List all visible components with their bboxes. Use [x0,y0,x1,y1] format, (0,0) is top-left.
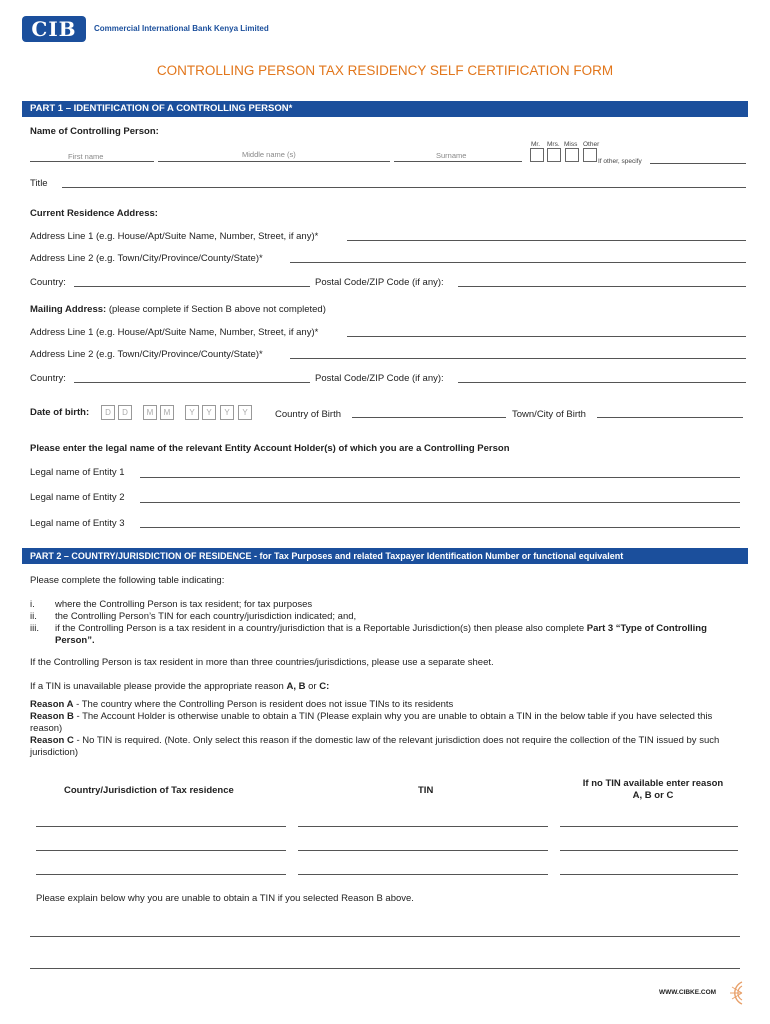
col-reason-header: If no TIN available enter reason A, B or C [582,778,724,801]
miss-label: Miss [564,141,578,148]
col-country-header: Country/Jurisdiction of Tax residence [64,785,234,796]
entity-1-label: Legal name of Entity 1 [30,467,125,478]
title-field[interactable] [62,187,746,188]
surname-field[interactable] [394,161,522,162]
col-tin-header: TIN [418,785,434,796]
town-of-birth-label: Town/City of Birth [512,409,586,420]
tin-reason-or: or [305,681,320,692]
dob-year-3[interactable]: Y [220,405,234,420]
mailing-address-line-2-field[interactable] [290,358,746,359]
name-label: Name of Controlling Person: [30,126,159,137]
miss-checkbox[interactable] [565,148,579,162]
dob-month-1[interactable]: M [143,405,157,420]
postal-code-field[interactable] [458,286,746,287]
tax-row-2-country[interactable] [36,850,286,851]
bank-name: Commercial International Bank Kenya Limited [94,24,269,33]
first-name-field[interactable] [30,161,154,162]
part2-heading: PART 2 – COUNTRY/JURISDICTION OF RESIDENCE - for Tax Purposes and related Taxpayer Identification Number or functional equivalent [22,548,748,564]
town-of-birth-field[interactable] [597,417,743,418]
middle-name-hint: Middle name (s) [242,150,296,159]
mailing-postal-code-label: Postal Code/ZIP Code (if any): [315,373,444,384]
item-iii-bold: Part 3 “Type of Controlling Person”. [55,623,707,646]
mailing-address-label [30,304,326,315]
part1-heading: PART 1 – IDENTIFICATION OF A CONTROLLING PERSON* [22,101,748,117]
dob-label: Date of birth: [30,407,90,418]
surname-hint: Surname [436,151,467,160]
mr-label: Mr. [531,141,541,148]
item-ii-text: the Controlling Person’s TIN for each country/jurisdiction indicated; and, [55,611,357,622]
mrs-label: Mrs. [547,141,560,148]
address-line-1-label: Address Line 1 (e.g. House/Apt/Suite Name, Number, Street, if any)* [30,231,319,242]
tax-row-2-reason[interactable] [560,850,738,851]
mailing-address-title: Mailing Address: [30,304,107,315]
item-ii-num: ii. [30,611,37,622]
mailing-address-line-2-label: Address Line 2 (e.g. Town/City/Province/County/State)* [30,349,263,360]
country-of-birth-field[interactable] [352,417,506,418]
entity-3-label: Legal name of Entity 3 [30,518,125,529]
postal-code-label: Postal Code/ZIP Code (if any): [315,277,444,288]
mailing-country-label: Country: [30,373,66,384]
mailing-country-field[interactable] [74,382,310,383]
item-i-num: i. [30,599,35,610]
logo [22,16,86,42]
footer-emblem-icon [726,980,744,1006]
dob-year-4[interactable]: Y [238,405,252,420]
address-line-1-field[interactable] [347,240,746,241]
address-line-2-label: Address Line 2 (e.g. Town/City/Province/County/State)* [30,253,263,264]
middle-name-field[interactable] [158,161,390,162]
tax-row-2-tin[interactable] [298,850,548,851]
item-i-text: where the Controlling Person is tax resident; for tax purposes [55,599,313,610]
mailing-address-line-1-field[interactable] [347,336,746,337]
mailing-postal-code-field[interactable] [458,382,746,383]
if-other-field[interactable] [650,163,746,164]
reason-c-text: - No TIN is required. (Note. Only select this reason if the domestic law of the relevant jurisdiction does not require the collection of the TIN issued by such jurisdiction) [30,735,720,758]
entity-3-field[interactable] [140,527,740,528]
tin-unavailable-text: If a TIN is unavailable please provide the appropriate reason [30,681,287,692]
logo-text: CIB [31,17,77,41]
reason-b [30,711,730,735]
dob-month-2[interactable]: M [160,405,174,420]
entity-2-field[interactable] [140,502,740,503]
dob-year-2[interactable]: Y [202,405,216,420]
current-address-label: Current Residence Address: [30,208,158,219]
website: WWW.CIBKE.COM [659,989,717,996]
other-label: Other [583,141,600,148]
reason-b-label: Reason B [30,711,74,722]
tin-reason-ab: A, B [286,681,306,692]
dob-day-1[interactable]: D [101,405,115,420]
explain-field-2[interactable] [30,968,740,969]
tax-row-3-country[interactable] [36,874,286,875]
reason-a-text: - The country where the Controlling Person is resident does not issue TINs to its residents [73,699,454,710]
mrs-checkbox[interactable] [547,148,561,162]
explain-reason-b: Please explain below why you are unable to obtain a TIN if you selected Reason B above. [36,893,414,904]
if-other-label: If other, specify [598,158,642,165]
tin-unavailable-note [30,681,329,692]
reason-a [30,699,730,711]
dob-year-1[interactable]: Y [185,405,199,420]
item-iii-num: iii. [30,623,39,634]
tax-row-3-tin[interactable] [298,874,548,875]
mailing-address-note: (please complete if Section B above not completed) [108,304,326,315]
reason-c-label: Reason C [30,735,74,746]
mailing-address-line-1-label: Address Line 1 (e.g. House/Apt/Suite Name, Number, Street, if any)* [30,327,319,338]
reason-a-label: Reason A [30,699,74,710]
reason-c [30,735,730,759]
first-name-hint: First name [68,152,104,161]
dob-day-2[interactable]: D [118,405,132,420]
country-label: Country: [30,277,66,288]
part2-intro: Please complete the following table indicating: [30,575,225,586]
tax-row-1-country[interactable] [36,826,286,827]
tax-row-1-tin[interactable] [298,826,548,827]
explain-field-1[interactable] [30,936,740,937]
entity-1-field[interactable] [140,477,740,478]
country-of-birth-label: Country of Birth [275,409,341,420]
mr-checkbox[interactable] [530,148,544,162]
title-label: Title [30,178,48,189]
tin-reason-c: C: [319,681,330,692]
item-iii-main: if the Controlling Person is a tax resident in a country/jurisdiction that is a Reportable Jurisdiction(s) then please also complete [55,623,587,634]
reason-b-text: - The Account Holder is otherwise unable to obtain a TIN (Please explain why you are unable to obtain a TIN in the below table if you have selected this reason) [30,711,713,734]
tax-row-3-reason[interactable] [560,874,738,875]
entity-prompt: Please enter the legal name of the relevant Entity Account Holder(s) of which you are a Controlling Person [30,443,510,454]
more-than-three-note: If the Controlling Person is tax resident in more than three countries/jurisdictions, please use a separate sheet. [30,657,494,668]
entity-2-label: Legal name of Entity 2 [30,492,125,503]
tax-row-1-reason[interactable] [560,826,738,827]
address-line-2-field[interactable] [290,262,746,263]
form-title: CONTROLLING PERSON TAX RESIDENCY SELF CERTIFICATION FORM [156,63,614,78]
item-iii-text [55,623,725,647]
country-field[interactable] [74,286,310,287]
other-checkbox[interactable] [583,148,597,162]
